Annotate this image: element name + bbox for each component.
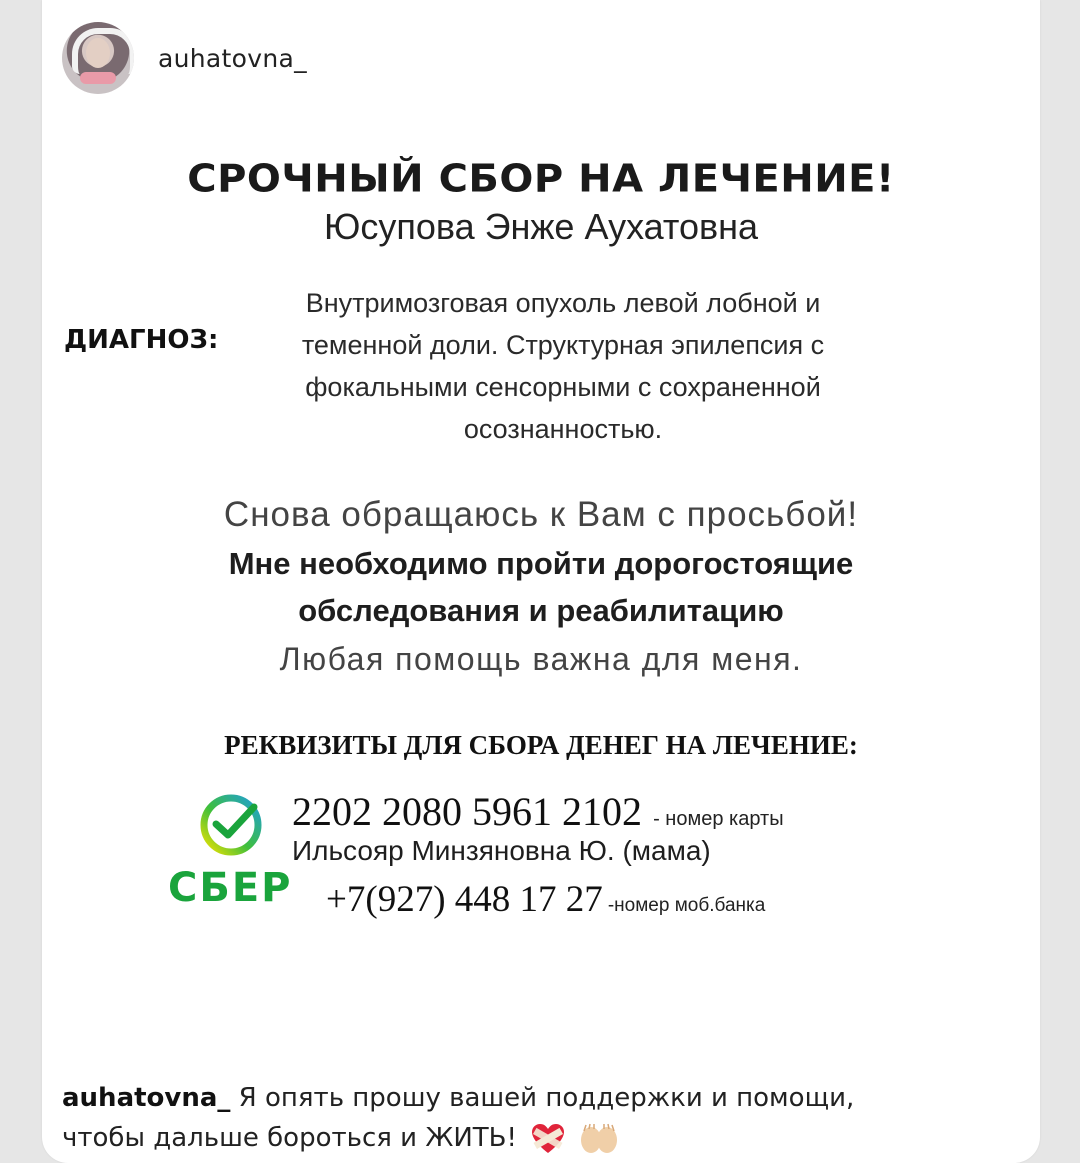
requisites-title: РЕКВИЗИТЫ ДЛЯ СБОРА ДЕНЕГ НА ЛЕЧЕНИЕ: — [224, 730, 858, 760]
diagnosis-line: осознанностью. — [463, 414, 663, 444]
caption-text: Я опять прошу вашей поддержки и помощи, — [238, 1083, 855, 1113]
card-holder: Ильсояр Минзяновна Ю. (мама) — [292, 835, 711, 866]
headline: СРОЧНЫЙ СБОР НА ЛЕЧЕНИЕ! — [187, 156, 895, 202]
diagnosis-label: ДИАГНОЗ: — [64, 325, 219, 355]
diagnosis-text — [232, 282, 894, 450]
bandaged-heart-icon — [531, 1123, 565, 1155]
card-number-suffix: - номер карты — [653, 808, 784, 830]
avatar[interactable] — [62, 22, 134, 94]
card-number-row — [292, 788, 784, 835]
appeal-line: Снова обращаюсь к Вам с просьбой! — [223, 495, 859, 534]
bank-name: СБЕР — [168, 865, 293, 911]
patient-name: Юсупова Энже Аухатовна — [323, 206, 759, 247]
appeal-line: Мне необходимо пройти дорогостоящие — [228, 546, 854, 581]
diagnosis-line: фокальными сенсорными с сохраненной — [305, 372, 821, 402]
post-header — [62, 22, 307, 94]
appeal-text — [42, 490, 1040, 684]
appeal-line: Любая помощь важна для меня. — [279, 641, 803, 677]
post-caption — [62, 1078, 1022, 1158]
diagnosis-line: теменной доли. Структурная эпилепсия с — [301, 330, 825, 360]
sber-logo-icon — [196, 790, 266, 860]
raised-hands-icon — [579, 1123, 619, 1155]
post-card — [42, 0, 1040, 1163]
phone-suffix: -номер моб.банка — [607, 895, 766, 916]
diagnosis-line: Внутримозговая опухоль левой лобной и — [305, 288, 821, 318]
post-username[interactable]: auhatovna_ — [158, 43, 307, 73]
caption-text-line2: чтобы дальше бороться и ЖИТЬ! — [62, 1123, 517, 1153]
phone-row — [326, 878, 765, 921]
phone-number: +7(927) 448 17 27 — [326, 879, 603, 920]
card-number: 2202 2080 5961 2102 — [292, 789, 642, 834]
appeal-line: обследования и реабилитацию — [298, 593, 784, 628]
caption-username[interactable]: auhatovna_ — [62, 1083, 231, 1113]
